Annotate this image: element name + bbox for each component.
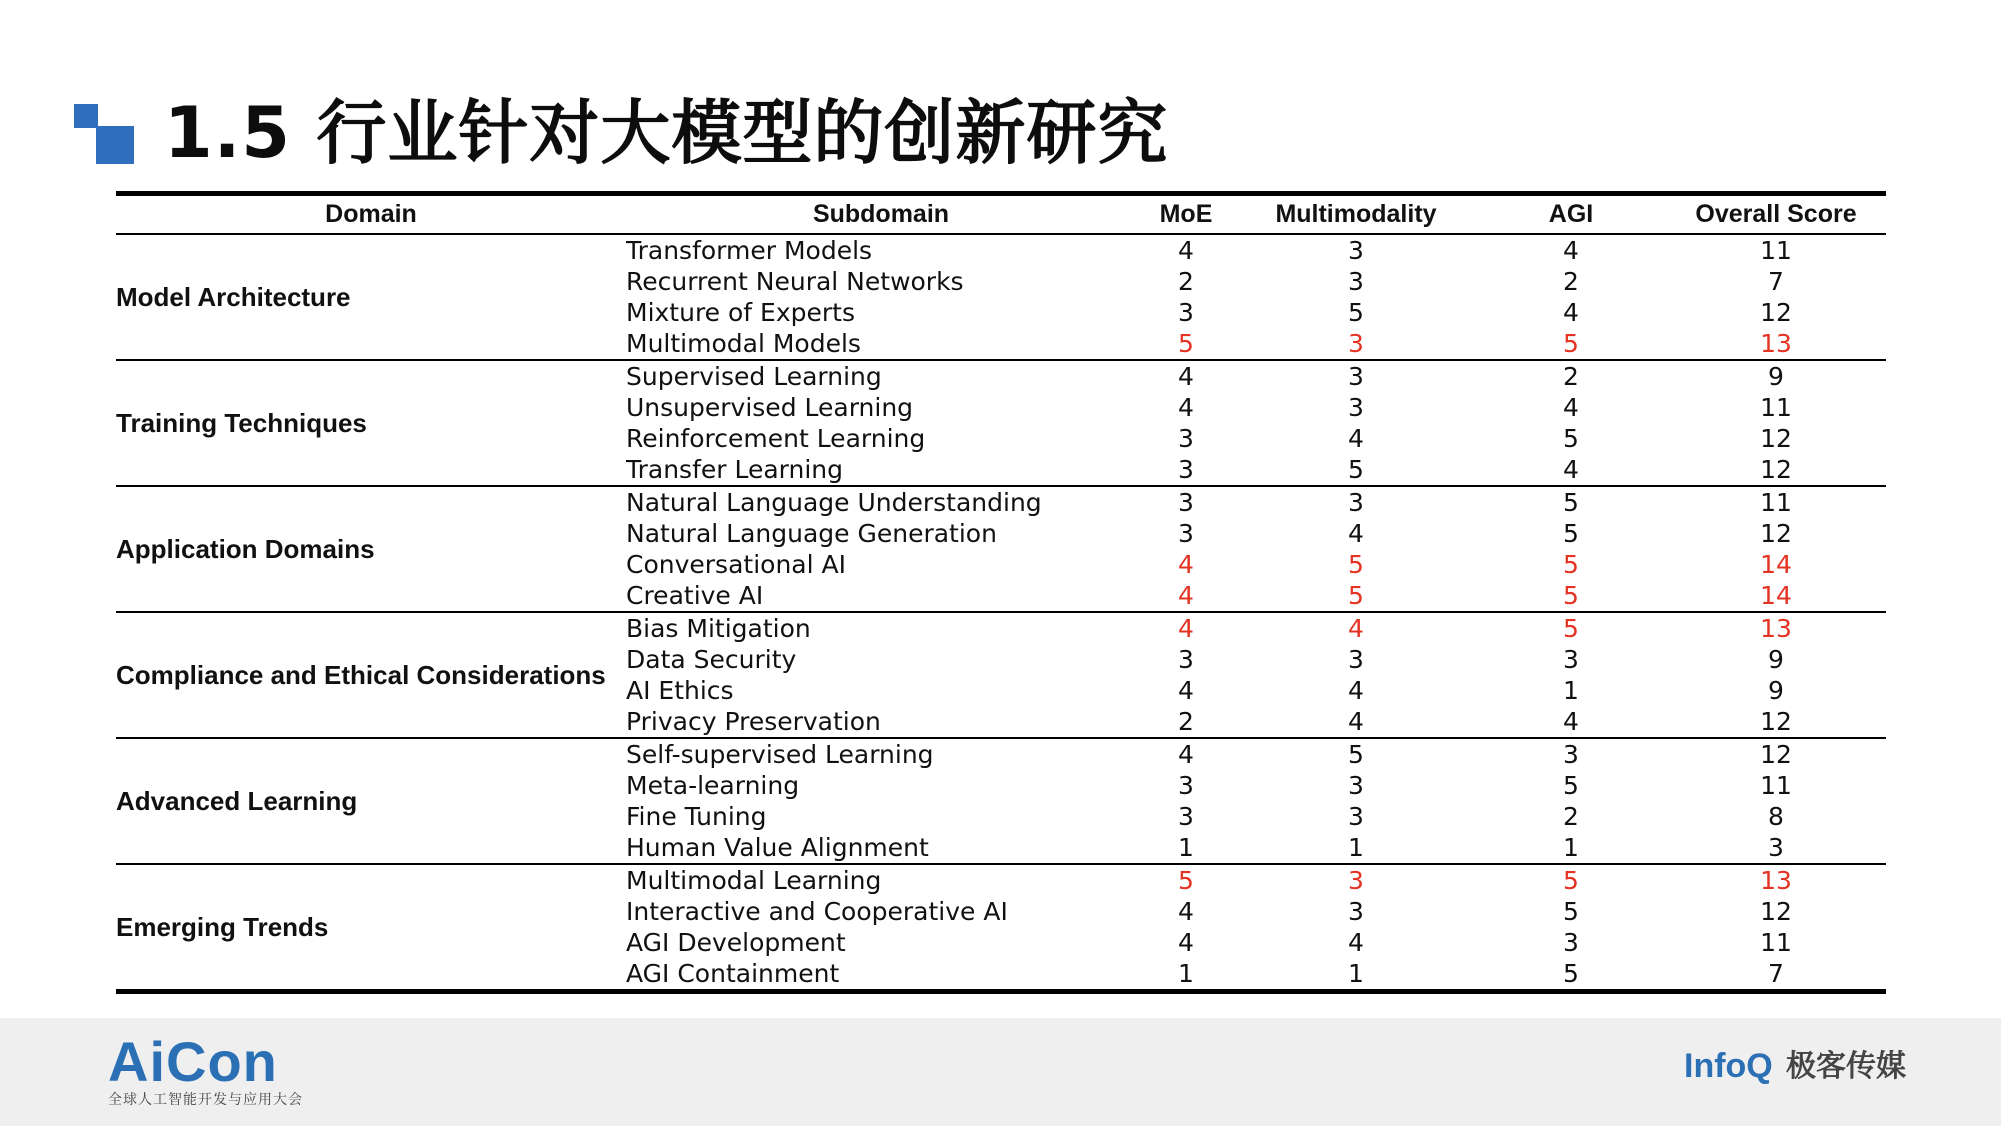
table-row: [116, 864, 1886, 896]
header-domain: Domain: [116, 194, 626, 235]
subdomain-cell: Natural Language Understanding: [626, 488, 1042, 517]
agi-cell: 5: [1476, 580, 1666, 612]
overall-score-cell: 12: [1760, 424, 1792, 453]
subdomain-cell: Unsupervised Learning: [626, 393, 914, 422]
multimodality-cell: 3: [1348, 267, 1364, 296]
agi-cell: 5: [1563, 488, 1579, 517]
agi-cell: 5: [1563, 771, 1579, 800]
multimodality-cell: 3: [1348, 897, 1364, 926]
multimodality-cell: 1: [1236, 832, 1476, 864]
moe-cell: 3: [1178, 298, 1194, 327]
multimodality-cell: 3: [1348, 393, 1364, 422]
overall-score-cell: 11: [1760, 393, 1792, 422]
page-title: 1.5 行业针对大模型的创新研究: [164, 92, 1169, 174]
subdomain-cell: AGI Development: [626, 928, 846, 957]
agi-cell: 2: [1563, 267, 1579, 296]
overall-score-cell: 14: [1760, 550, 1792, 579]
overall-score-cell: 13: [1760, 866, 1792, 895]
multimodality-cell: 1: [1236, 958, 1476, 992]
multimodality-cell: 3: [1348, 802, 1364, 831]
moe-cell: 3: [1178, 424, 1194, 453]
subdomain-cell: Reinforcement Learning: [626, 424, 926, 453]
overall-score-cell: 9: [1768, 362, 1784, 391]
multimodality-cell: 3: [1348, 488, 1364, 517]
multimodality-cell: 3: [1348, 645, 1364, 674]
innovation-table-container: [116, 191, 1886, 994]
agi-cell: 2: [1563, 362, 1579, 391]
title-accent-square-large: [96, 126, 134, 164]
subdomain-cell: Data Security: [626, 645, 797, 674]
multimodality-cell: 4: [1236, 706, 1476, 738]
overall-score-cell: 12: [1666, 706, 1886, 738]
multimodality-cell: 5: [1236, 580, 1476, 612]
subdomain-cell: Recurrent Neural Networks: [626, 267, 964, 296]
subdomain-cell: Fine Tuning: [626, 802, 767, 831]
subdomain-cell: Multimodal Models: [626, 328, 1136, 360]
overall-score-cell: 14: [1666, 580, 1886, 612]
table-row: [116, 360, 1886, 392]
overall-score-cell: 12: [1760, 519, 1792, 548]
domain-cell: Training Techniques: [116, 360, 626, 486]
domain-cell: Compliance and Ethical Considerations: [116, 612, 626, 738]
overall-score-cell: 7: [1768, 267, 1784, 296]
moe-cell: 3: [1178, 645, 1194, 674]
domain-cell: Advanced Learning: [116, 738, 626, 864]
table-header-row: [116, 194, 1886, 235]
domain-cell: Application Domains: [116, 486, 626, 612]
title-accent-square-small: [74, 104, 98, 128]
moe-cell: 2: [1136, 706, 1236, 738]
agi-cell: 4: [1563, 393, 1579, 422]
moe-cell: 2: [1178, 267, 1194, 296]
subdomain-cell: Meta-learning: [626, 771, 800, 800]
agi-cell: 4: [1476, 454, 1666, 486]
overall-score-cell: 11: [1760, 771, 1792, 800]
agi-cell: 5: [1563, 897, 1579, 926]
moe-cell: 3: [1178, 519, 1194, 548]
moe-cell: 4: [1178, 740, 1194, 769]
agi-cell: 3: [1563, 928, 1579, 957]
multimodality-cell: 3: [1348, 771, 1364, 800]
multimodality-cell: 4: [1348, 424, 1364, 453]
agi-cell: 2: [1563, 802, 1579, 831]
moe-cell: 4: [1178, 614, 1194, 643]
subdomain-cell: Supervised Learning: [626, 362, 882, 391]
overall-score-cell: 8: [1768, 802, 1784, 831]
multimodality-cell: 5: [1348, 298, 1364, 327]
agi-cell: 4: [1563, 236, 1579, 265]
subdomain-cell: Transformer Models: [626, 236, 873, 265]
subdomain-cell: Creative AI: [626, 580, 1136, 612]
moe-cell: 1: [1136, 958, 1236, 992]
agi-cell: 5: [1476, 328, 1666, 360]
multimodality-cell: 5: [1348, 550, 1364, 579]
multimodality-cell: 3: [1348, 362, 1364, 391]
moe-cell: 4: [1178, 362, 1194, 391]
multimodality-cell: 3: [1236, 328, 1476, 360]
multimodality-cell: 4: [1348, 614, 1364, 643]
agi-cell: 3: [1563, 645, 1579, 674]
table-body: [116, 234, 1886, 992]
agi-cell: 4: [1476, 706, 1666, 738]
overall-score-cell: 12: [1666, 454, 1886, 486]
moe-cell: 4: [1136, 580, 1236, 612]
overall-score-cell: 9: [1768, 645, 1784, 674]
multimodality-cell: 3: [1348, 236, 1364, 265]
subdomain-cell: AGI Containment: [626, 958, 1136, 992]
moe-cell: 3: [1178, 488, 1194, 517]
subdomain-cell: Self-supervised Learning: [626, 740, 934, 769]
domain-cell: Model Architecture: [116, 234, 626, 360]
subdomain-cell: Mixture of Experts: [626, 298, 856, 327]
agi-cell: 5: [1563, 550, 1579, 579]
multimodality-cell: 5: [1348, 740, 1364, 769]
subdomain-cell: Conversational AI: [626, 550, 846, 579]
subdomain-cell: Bias Mitigation: [626, 614, 811, 643]
header-agi: AGI: [1476, 194, 1666, 235]
table-row: [116, 612, 1886, 644]
overall-score-cell: 12: [1760, 897, 1792, 926]
aicon-logo: AiCon: [108, 1030, 278, 1093]
subdomain-cell: Human Value Alignment: [626, 832, 1136, 864]
subdomain-cell: AI Ethics: [626, 676, 734, 705]
multimodality-cell: 5: [1236, 454, 1476, 486]
overall-score-cell: 11: [1760, 236, 1792, 265]
multimodality-cell: 4: [1348, 519, 1364, 548]
overall-score-cell: 7: [1666, 958, 1886, 992]
moe-cell: 4: [1178, 928, 1194, 957]
agi-cell: 5: [1563, 519, 1579, 548]
table-row: [116, 738, 1886, 770]
overall-score-cell: 11: [1760, 488, 1792, 517]
agi-cell: 1: [1476, 832, 1666, 864]
header-subdomain: Subdomain: [626, 194, 1136, 235]
moe-cell: 5: [1136, 328, 1236, 360]
agi-cell: 5: [1563, 424, 1579, 453]
agi-cell: 3: [1563, 740, 1579, 769]
moe-cell: 4: [1178, 236, 1194, 265]
agi-cell: 5: [1476, 958, 1666, 992]
moe-cell: 3: [1178, 771, 1194, 800]
header-overall-score: Overall Score: [1666, 194, 1886, 235]
overall-score-cell: 9: [1768, 676, 1784, 705]
overall-score-cell: 12: [1760, 298, 1792, 327]
agi-cell: 5: [1563, 866, 1579, 895]
overall-score-cell: 12: [1760, 740, 1792, 769]
innovation-table: [116, 191, 1886, 994]
agi-cell: 4: [1563, 298, 1579, 327]
overall-score-cell: 13: [1666, 328, 1886, 360]
table-row: [116, 234, 1886, 266]
moe-cell: 1: [1136, 832, 1236, 864]
header-moe: MoE: [1136, 194, 1236, 235]
infoq-cn-name: 极客传媒: [1786, 1049, 1906, 1084]
moe-cell: 3: [1178, 802, 1194, 831]
moe-cell: 4: [1178, 550, 1194, 579]
subdomain-cell: Transfer Learning: [626, 454, 1136, 486]
moe-cell: 4: [1178, 897, 1194, 926]
overall-score-cell: 3: [1666, 832, 1886, 864]
multimodality-cell: 4: [1348, 928, 1364, 957]
overall-score-cell: 13: [1760, 614, 1792, 643]
moe-cell: 4: [1178, 676, 1194, 705]
domain-cell: Emerging Trends: [116, 864, 626, 992]
subdomain-cell: Multimodal Learning: [626, 866, 882, 895]
header-multimodality: Multimodality: [1236, 194, 1476, 235]
moe-cell: 3: [1136, 454, 1236, 486]
subdomain-cell: Privacy Preservation: [626, 706, 1136, 738]
moe-cell: 4: [1178, 393, 1194, 422]
multimodality-cell: 3: [1348, 866, 1364, 895]
aicon-subtitle: 全球人工智能开发与应用大会: [108, 1092, 303, 1108]
subdomain-cell: Interactive and Cooperative AI: [626, 897, 1008, 926]
agi-cell: 1: [1563, 676, 1579, 705]
moe-cell: 5: [1178, 866, 1194, 895]
table-row: [116, 486, 1886, 518]
overall-score-cell: 11: [1760, 928, 1792, 957]
agi-cell: 5: [1563, 614, 1579, 643]
multimodality-cell: 4: [1348, 676, 1364, 705]
infoq-logo: InfoQ: [1684, 1047, 1773, 1085]
subdomain-cell: Natural Language Generation: [626, 519, 997, 548]
